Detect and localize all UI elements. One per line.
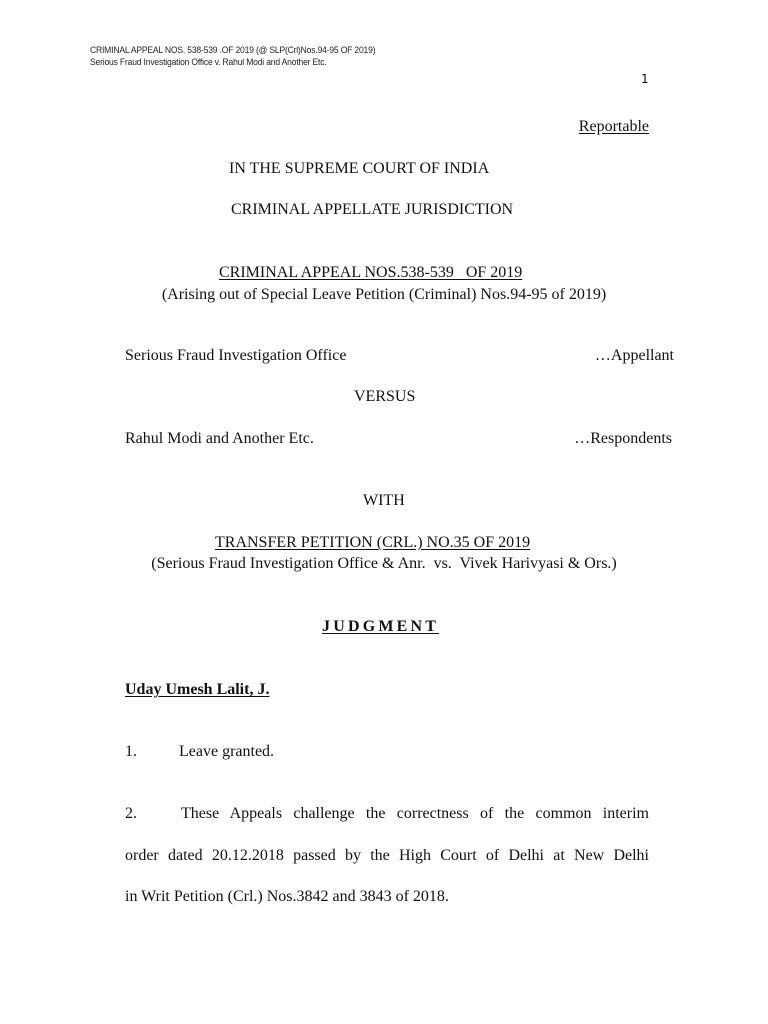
respondent-role: …Respondents (574, 430, 672, 447)
judgment-heading: JUDGMENT (322, 618, 440, 635)
judge-name: Uday Umesh Lalit, J. (125, 681, 270, 698)
para-1-number: 1. (125, 743, 137, 760)
header-parties-line: Serious Fraud Investigation Office v. Rahul Modi and Another Etc. (90, 57, 327, 68)
para-2-line-3: in Writ Petition (Crl.) Nos.3842 and 3843 of 2018. (125, 888, 449, 905)
para-2-line-1: These Appeals challenge the correctness of the common interim (181, 805, 649, 822)
versus-label: VERSUS (354, 388, 416, 405)
appeal-title: CRIMINAL APPEAL NOS.538-539 OF 2019 (219, 264, 523, 281)
para-2-number: 2. (125, 805, 137, 822)
header-case-line: CRIMINAL APPEAL NOS. 538-539 .OF 2019 (@ SLP(Crl)Nos.94-95 OF 2019) (90, 45, 376, 56)
court-name: IN THE SUPREME COURT OF INDIA (229, 160, 490, 177)
respondent-name: Rahul Modi and Another Etc. (125, 430, 314, 447)
appellant-role: …Appellant (594, 347, 674, 364)
transfer-parties: (Serious Fraud Investigation Office & Anr. vs. Vivek Harivyasi & Ors.) (151, 555, 617, 572)
para-2-line-2: order dated 20.12.2018 passed by the High Court of Delhi at New Delhi (125, 847, 649, 864)
appellant-name: Serious Fraud Investigation Office (125, 347, 347, 364)
page-number: 1 (641, 72, 649, 86)
with-label: WITH (363, 492, 405, 509)
reportable-label: Reportable (578, 118, 649, 135)
arising-line: (Arising out of Special Leave Petition (Criminal) Nos.94-95 of 2019) (161, 286, 607, 303)
transfer-title: TRANSFER PETITION (CRL.) NO.35 OF 2019 (215, 534, 531, 551)
para-1-text: Leave granted. (179, 743, 275, 760)
jurisdiction: CRIMINAL APPELLATE JURISDICTION (231, 201, 514, 218)
